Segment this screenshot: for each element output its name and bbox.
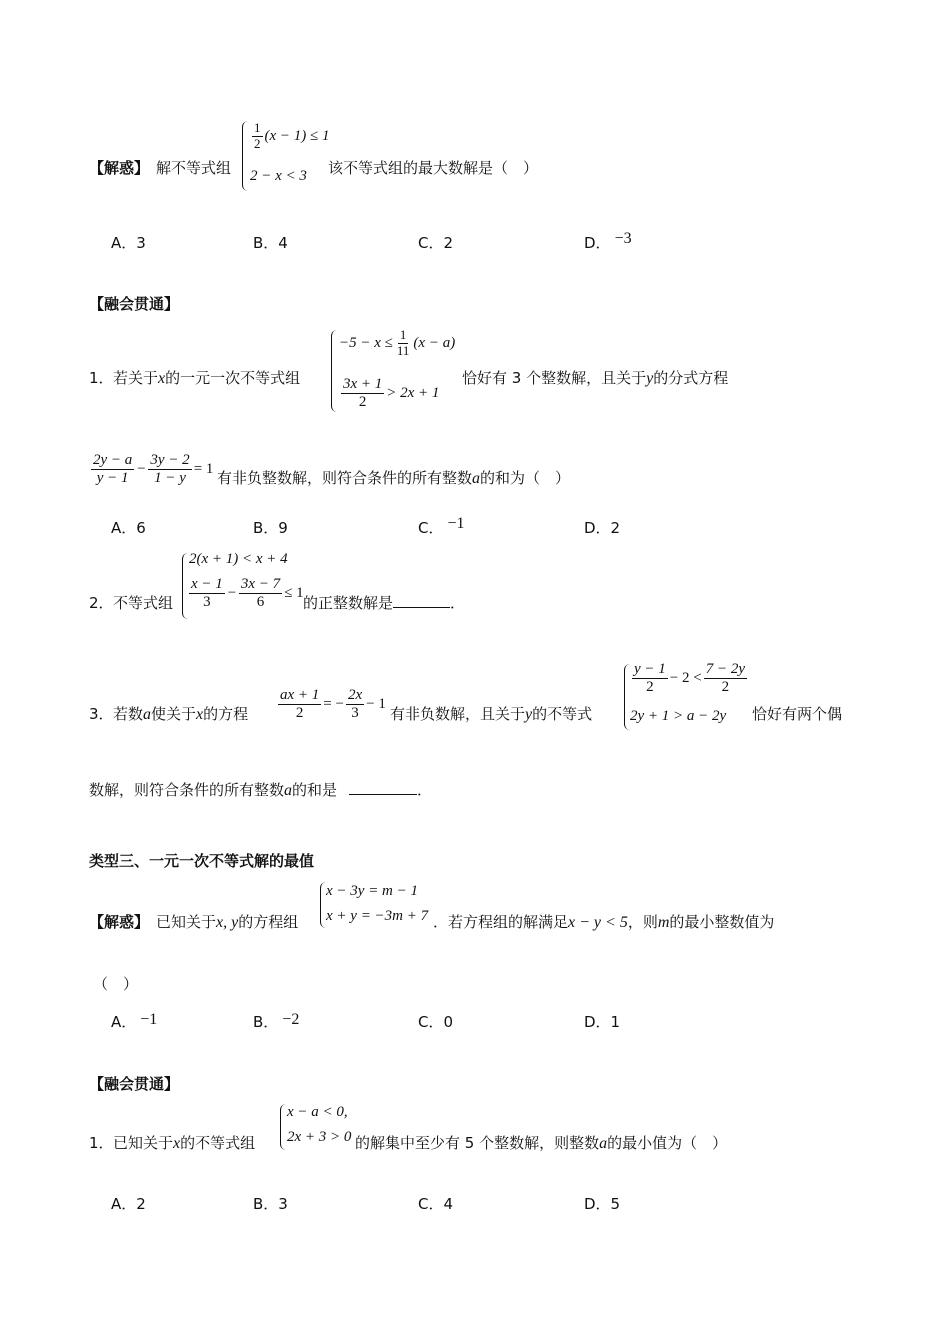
p2-ineq-1: 2(x + 1) < x + 4	[189, 551, 288, 567]
problem-number: 3．	[89, 705, 114, 723]
problem-number: 2．	[89, 594, 114, 612]
system-brace	[242, 121, 248, 191]
section-title: 【融会贯通】	[89, 1075, 180, 1093]
p3-equation: $\frac{ax + 1}{2}$ = − $\frac{2x}{3}$ − 1	[280, 687, 386, 722]
option-a[interactable]: A． −1	[111, 1011, 158, 1031]
intro-tag: 【解惑】	[89, 159, 150, 177]
p1-fraction-equation: $\frac{2y - a}{y - 1}$ − $\frac{3y - 2}{1 - y}$ = 1	[93, 452, 214, 487]
problem-number: 1．	[89, 1134, 114, 1152]
option-a[interactable]: A．6	[111, 519, 146, 537]
p3-ineq-1: $\frac{y - 1}{2}$ − 2 < $\frac{7 - 2y}{2}$	[634, 661, 745, 696]
system-brace	[280, 1104, 286, 1150]
intro-prefix: 解不等式组	[156, 159, 232, 177]
question-tag: 【解惑】	[89, 913, 150, 931]
option-c[interactable]: C．2	[418, 234, 454, 252]
answer-blank[interactable]	[349, 780, 417, 795]
option-d[interactable]: D．1	[584, 1013, 621, 1031]
p3-ineq-2: 2y + 1 > a − 2y	[630, 708, 727, 724]
intro-suffix: 该不等式组的最大数解是（ ）	[328, 159, 539, 177]
system-brace	[331, 330, 337, 412]
p1-ineq-2: $\frac{3x + 1}{2}$ > 2x + 1	[343, 376, 440, 411]
option-c[interactable]: C．4	[418, 1195, 454, 1213]
q2-eq-1: x − 3y = m − 1	[326, 883, 419, 899]
option-b[interactable]: B． −2	[253, 1011, 300, 1031]
option-a[interactable]: A．2	[111, 1195, 146, 1213]
option-d[interactable]: D．5	[584, 1195, 621, 1213]
q2-eq-2: x + y = −3m + 7	[326, 908, 429, 924]
section-title: 【融会贯通】	[89, 295, 180, 313]
option-a[interactable]: A．3	[111, 234, 146, 252]
option-b[interactable]: B．9	[253, 519, 288, 537]
option-c[interactable]: C． −1	[418, 515, 465, 537]
intro-ineq-1: $\frac{1}{2}$ (x − 1) ≤ 1	[254, 120, 330, 151]
option-b[interactable]: B．4	[253, 234, 288, 252]
answer-blank[interactable]	[393, 593, 450, 608]
option-d[interactable]: D．2	[584, 519, 621, 537]
option-b[interactable]: B．3	[253, 1195, 288, 1213]
p4-ineq-2: 2x + 3 > 0	[287, 1129, 352, 1145]
p4-ineq-1: x − a < 0,	[287, 1104, 348, 1120]
problem-number: 1．	[89, 369, 114, 387]
p2-ineq-2: $\frac{x - 1}{3}$ − $\frac{3x - 7}{6}$ ≤ 1	[191, 576, 304, 611]
p1-ineq-1: −5 − x ≤ $\frac{1}{11}$ (x − a)	[339, 327, 456, 358]
section-heading: 类型三、一元一次不等式解的最值	[89, 852, 315, 870]
option-c[interactable]: C．0	[418, 1013, 454, 1031]
option-d[interactable]: D． −3	[584, 230, 632, 252]
intro-ineq-2: 2 − x < 3	[250, 168, 307, 184]
